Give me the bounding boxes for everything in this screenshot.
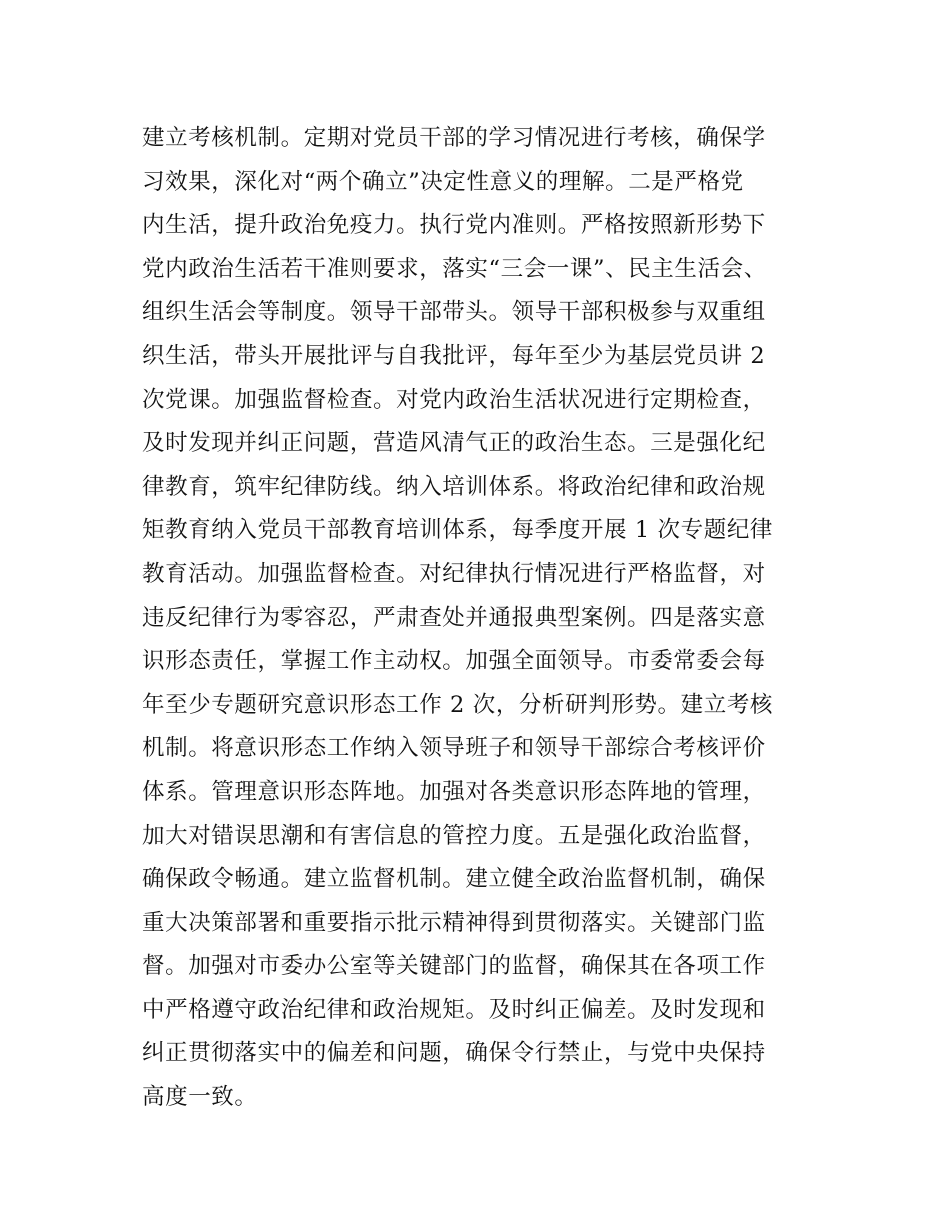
text-line: 识形态责任，掌握工作主动权。加强全面领导。市委常委会每 <box>142 648 766 675</box>
text-line: 加大对错误思潮和有害信息的管控力度。五是强化政治监督， <box>142 822 766 849</box>
text-line: 机制。将意识形态工作纳入领导班子和领导干部综合考核评价 <box>142 735 766 762</box>
text-line: 督。加强对市委办公室等关键部门的监督，确保其在各项工作 <box>142 953 766 980</box>
text-line: 体系。管理意识形态阵地。加强对各类意识形态阵地的管理， <box>142 778 766 805</box>
text-line: 及时发现并纠正问题，营造风清气正的政治生态。三是强化纪 <box>142 430 766 457</box>
text-line: 高度一致。 <box>142 1084 258 1111</box>
text-line: 确保政令畅通。建立监督机制。建立健全政治监督机制，确保 <box>142 866 766 893</box>
text-line: 次党课。加强监督检查。对党内政治生活状况进行定期检查， <box>142 386 766 413</box>
text-line: 教育活动。加强监督检查。对纪律执行情况进行严格监督，对 <box>142 560 766 587</box>
text-line: 中严格遵守政治纪律和政治规矩。及时纠正偏差。及时发现和 <box>142 996 766 1023</box>
text-line: 律教育，筑牢纪律防线。纳入培训体系。将政治纪律和政治规 <box>142 473 766 500</box>
text-line: 重大决策部署和重要指示批示精神得到贯彻落实。关键部门监 <box>142 909 766 936</box>
text-line: 年至少专题研究意识形态工作 2 次，分析研判形势。建立考核 <box>142 691 774 718</box>
text-line: 违反纪律行为零容忍，严肃查处并通报典型案例。四是落实意 <box>142 604 766 631</box>
text-line: 矩教育纳入党员干部教育培训体系，每季度开展 1 次专题纪律 <box>142 517 774 544</box>
text-line: 内生活，提升政治免疫力。执行党内准则。严格按照新形势下 <box>142 212 766 239</box>
text-line: 织生活，带头开展批评与自我批评，每年至少为基层党员讲 2 <box>142 342 766 369</box>
text-line: 党内政治生活若干准则要求，落实“三会一课”、民主生活会、 <box>142 255 767 282</box>
text-line: 组织生活会等制度。领导干部带头。领导干部积极参与双重组 <box>142 299 766 326</box>
text-line: 纠正贯彻落实中的偏差和问题，确保令行禁止，与党中央保持 <box>142 1040 766 1067</box>
body-paragraph <box>0 117 950 1120</box>
text-line: 建立考核机制。定期对党员干部的学习情况进行考核，确保学 <box>142 125 766 151</box>
text-line: 习效果，深化对“两个确立”决定性意义的理解。二是严格党 <box>142 168 744 195</box>
